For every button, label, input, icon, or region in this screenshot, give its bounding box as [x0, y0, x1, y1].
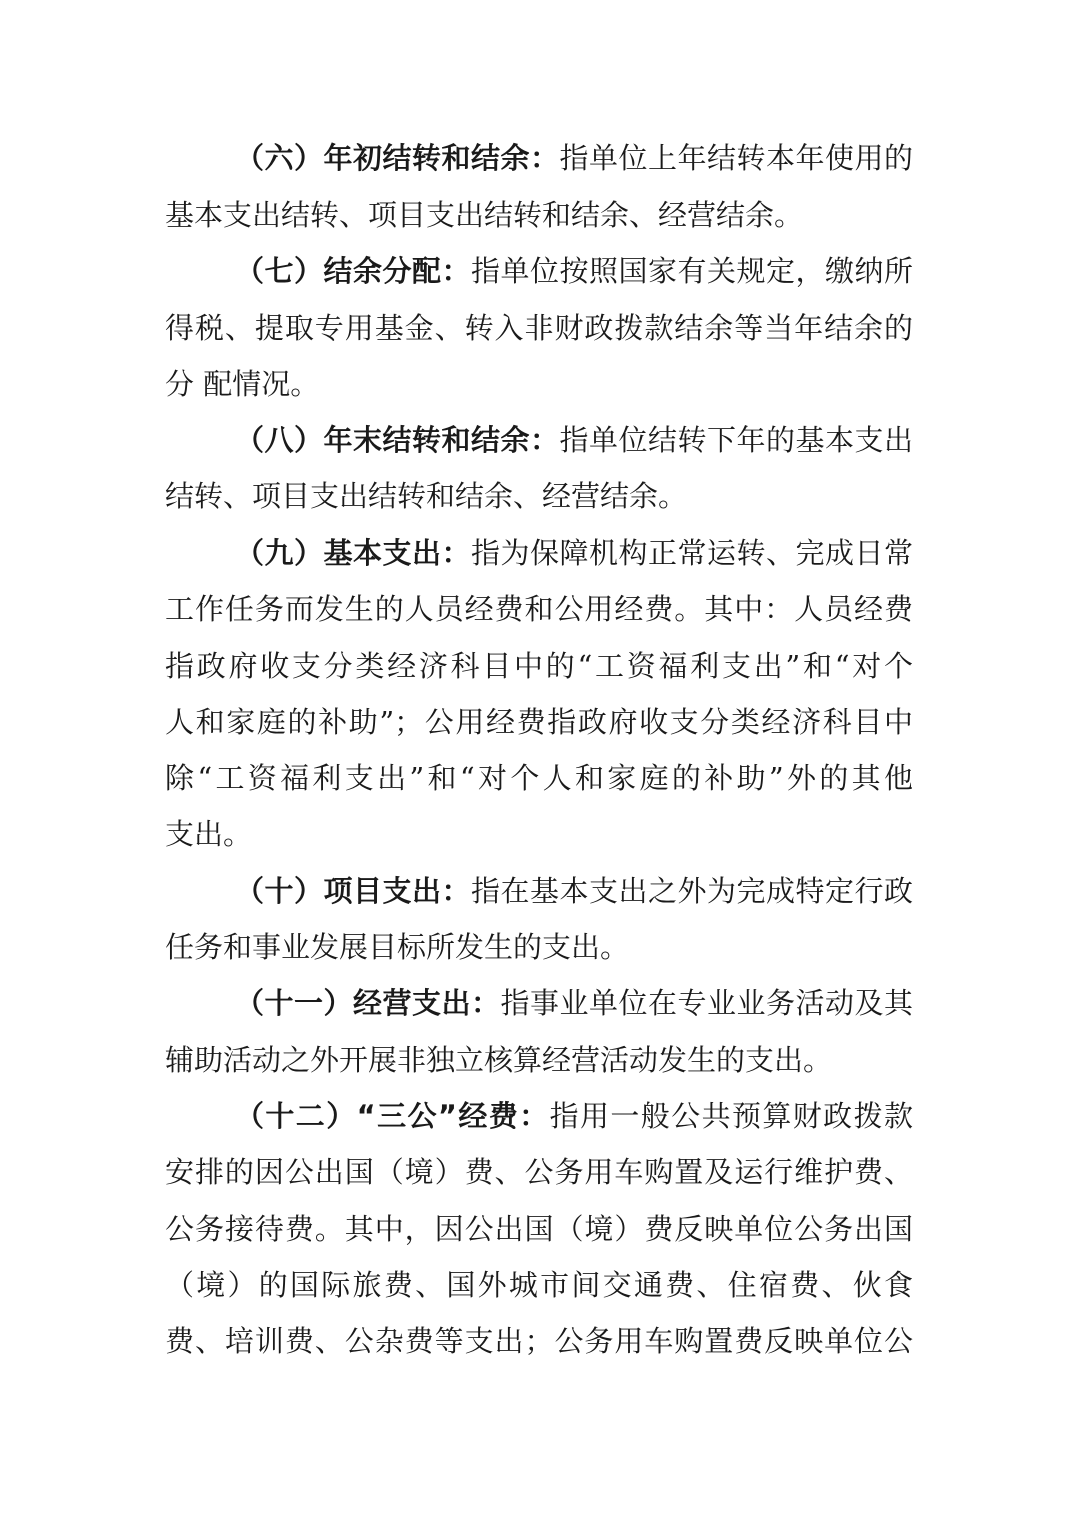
paragraph-text: 指在基本支出之外为完成特定行政 [471, 874, 913, 908]
paragraph-11-line-1 [235, 974, 913, 1032]
term-heading: （十）项目支出： [235, 874, 471, 908]
paragraph-11-line-2: 辅助活动之外开展非独立核算经营活动发生的支出。 [165, 1043, 833, 1077]
paragraph-text: 指单位上年结转本年使用的 [559, 141, 913, 175]
paragraph-7-line-3: 分 配情况。 [165, 367, 320, 401]
paragraph-12-line-3: 公务接待费。其中，因公出国（境）费反映单位公务出国 [165, 1212, 913, 1246]
paragraph-12-line-1 [235, 1087, 913, 1145]
paragraph-text: 指单位按照国家有关规定，缴纳所 [471, 254, 913, 288]
paragraph-10-line-2: 任务和事业发展目标所发生的支出。 [165, 930, 630, 964]
paragraph-9-line-1 [235, 524, 913, 582]
term-heading: （七）结余分配： [235, 254, 471, 288]
paragraph-text: 指事业单位在专业业务活动及其 [500, 986, 913, 1020]
paragraph-text: 指为保障机构正常运转、完成日常 [471, 536, 913, 570]
paragraph-7-line-1 [235, 242, 913, 300]
paragraph-8-line-1 [235, 411, 913, 469]
paragraph-6-line-1 [235, 129, 913, 187]
paragraph-10-line-1 [235, 862, 913, 920]
paragraph-7-line-2: 得税、提取专用基金、转入非财政拨款结余等当年结余的 [165, 311, 913, 345]
paragraph-9-line-2: 工作任务而发生的人员经费和公用经费。其中：人员经费 [165, 592, 913, 626]
paragraph-text: 指用一般公共预算财政拨款 [549, 1099, 913, 1133]
paragraph-9-line-4: 人和家庭的补助”；公用经费指政府收支分类经济科目中 [165, 705, 913, 739]
term-heading: （六）年初结转和结余： [235, 141, 560, 175]
paragraph-text: 指单位结转下年的基本支出 [559, 423, 913, 457]
paragraph-8-line-2: 结转、项目支出结转和结余、经营结余。 [165, 479, 688, 513]
paragraph-12-line-2: 安排的因公出国（境）费、公务用车购置及运行维护费、 [165, 1155, 913, 1189]
term-heading: （九）基本支出： [235, 536, 471, 570]
paragraph-9-line-5: 除“工资福利支出”和“对个人和家庭的补助”外的其他 [165, 761, 913, 795]
paragraph-12-line-4: （境）的国际旅费、国外城市间交通费、住宿费、伙食 [165, 1268, 913, 1302]
paragraph-9-line-3: 指政府收支分类经济科目中的“工资福利支出”和“对个 [165, 649, 913, 683]
term-heading: （十一）经营支出： [235, 986, 501, 1020]
term-heading: （十二）“三公”经费： [235, 1099, 550, 1133]
paragraph-6-line-2: 基本支出结转、项目支出结转和结余、经营结余。 [165, 198, 804, 232]
paragraph-12-line-5: 费、培训费、公杂费等支出；公务用车购置费反映单位公 [165, 1324, 913, 1358]
paragraph-9-line-6: 支出。 [165, 817, 253, 851]
term-heading: （八）年末结转和结余： [235, 423, 560, 457]
